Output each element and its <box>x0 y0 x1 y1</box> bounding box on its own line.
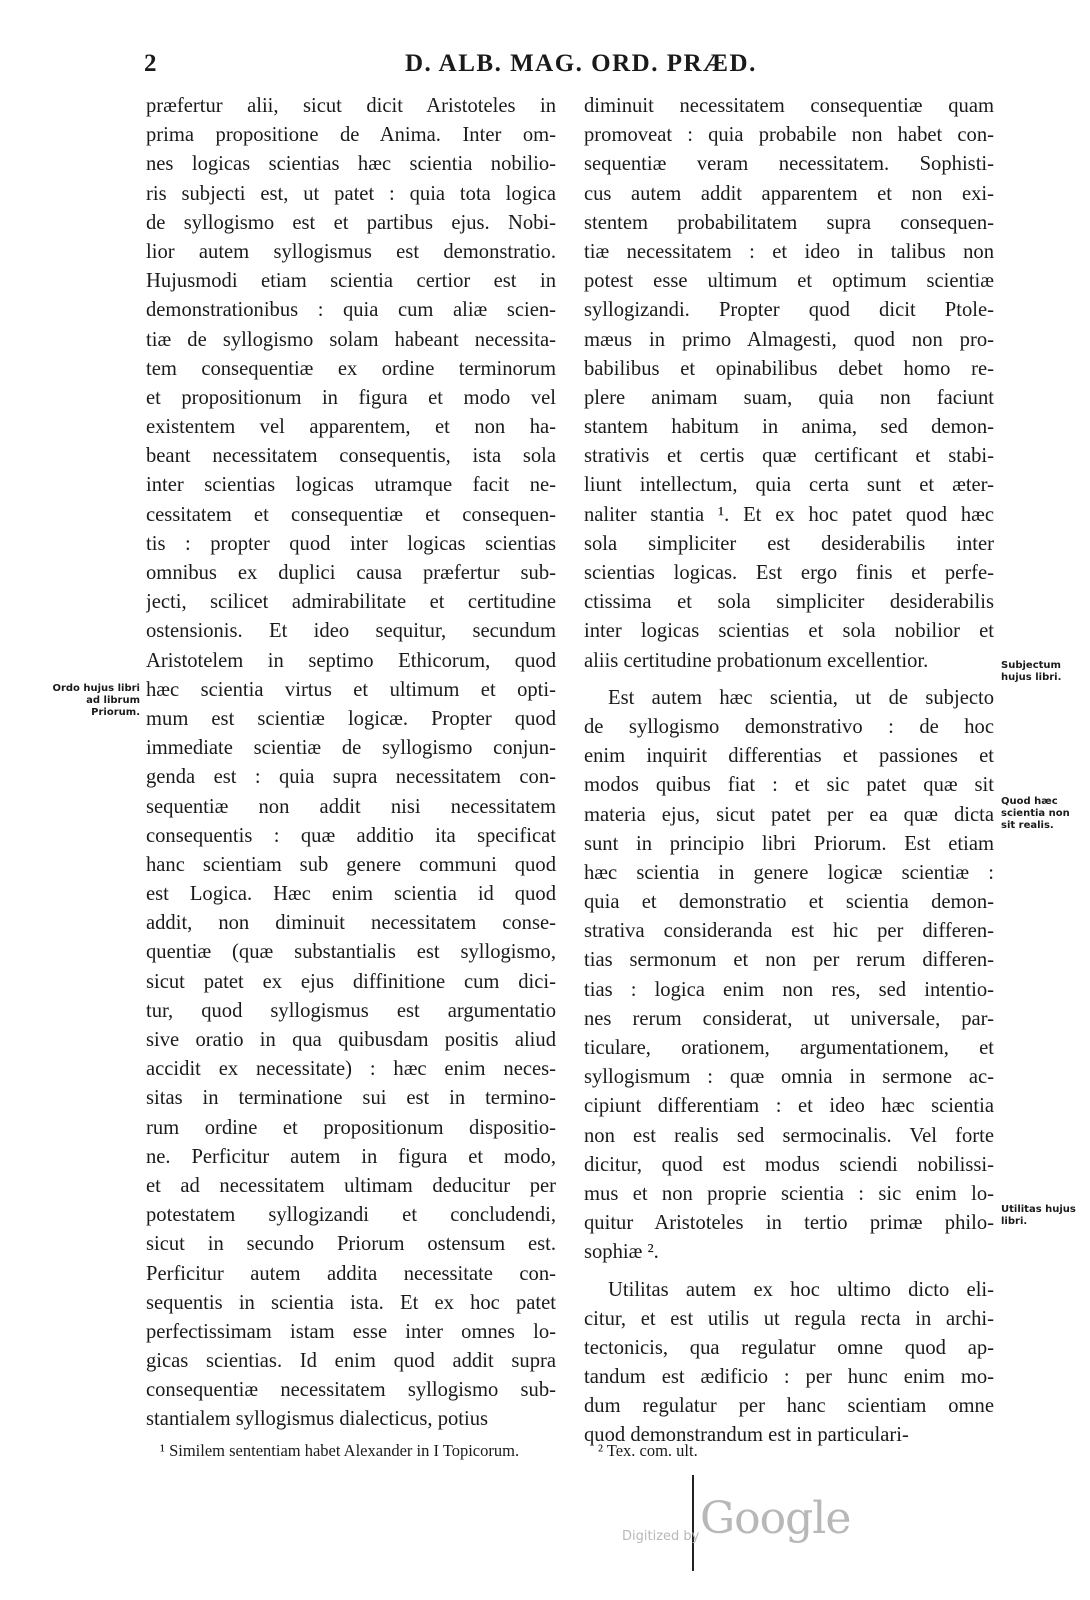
left-text-line: hæc scientia virtus et ultimum et opti- <box>146 678 556 701</box>
right-text-line: scientias logicas. Est ergo finis et perfe- <box>584 562 994 584</box>
google-logo: Google <box>700 1493 851 1544</box>
right-text-line: mus et non proprie scientia : sic enim lo- <box>584 1182 994 1205</box>
right-text-line: syllogizandi. Propter quod dicit Ptole- <box>584 299 994 322</box>
left-text-line: sequentis in scientia ista. Et ex hoc patet <box>146 1291 556 1314</box>
left-text-line: tur, quod syllogismus est argumentatio <box>146 999 556 1022</box>
left-text-line: ris subjecti est, ut patet : quia tota logica <box>146 182 556 205</box>
margin-note-utilitas: Utilitas hujus libri. <box>1001 1204 1076 1227</box>
right-text-line: mæus in primo Almagesti, quod non pro- <box>584 328 994 351</box>
right-text-line: syllogismum : quæ omnia in sermone ac- <box>584 1066 994 1089</box>
page-header <box>0 50 1090 84</box>
left-text-line: tiæ de syllogismo solam habeant necessita- <box>146 328 556 351</box>
vertical-rule <box>692 1475 694 1571</box>
running-title: D. ALB. MAG. ORD. PRÆD. <box>405 50 757 77</box>
left-text-line: tem consequentiæ ex ordine terminorum <box>146 357 556 380</box>
right-text-line: stantem habitum in anima, sed demon- <box>584 416 994 439</box>
right-text-line: enim inquirit differentias et passiones et <box>584 745 994 768</box>
left-text-line: immediate scientiæ de syllogismo conjun- <box>146 737 556 760</box>
left-text-line: lior autem syllogismus est demonstratio. <box>146 240 556 263</box>
left-text-line: accidit ex necessitate) : hæc enim neces- <box>146 1058 556 1081</box>
right-text-line: tectonicis, qua regulatur omne quod ap- <box>584 1336 994 1359</box>
left-text-line: stantialem syllogismus dialecticus, potius <box>146 1408 489 1431</box>
left-text-column <box>146 92 556 1435</box>
left-text-line: est Logica. Hæc enim scientia id quod <box>146 883 556 906</box>
right-text-line: dum regulatur per hanc scientiam omne <box>584 1395 994 1418</box>
right-text-line: quod demonstrandum est in particulari- <box>584 1424 909 1447</box>
left-text-line: hanc scientiam sub genere communi quod <box>146 853 556 876</box>
right-text-line: non est realis sed sermocinalis. Vel forte <box>584 1124 994 1147</box>
right-text-line: promoveat : quia probabile non habet con- <box>584 124 994 147</box>
left-text-line: demonstrationibus : quia cum aliæ scien- <box>146 299 556 322</box>
left-text-line: tis : propter quod inter logicas scientias <box>146 532 556 555</box>
left-text-line: genda est : quia supra necessitatem con- <box>146 766 556 789</box>
left-text-line: jecti, scilicet admirabilitate et certitudine <box>146 591 556 614</box>
right-text-line: de syllogismo demonstrativo : de hoc <box>584 715 994 738</box>
left-text-line: Perficitur autem addita necessitate con- <box>146 1262 556 1285</box>
left-text-line: rum ordine et propositionum dispositio- <box>146 1116 556 1139</box>
right-text-line: hæc scientia in genere logicæ scientiæ : <box>584 861 994 884</box>
page-number: 2 <box>144 50 157 77</box>
left-text-line: consequentis : quæ additio ita specificat <box>146 824 556 847</box>
left-text-line: et ad necessitatem ultimam deducitur per <box>146 1174 556 1197</box>
left-text-line: de syllogismo est et partibus ejus. Nobi- <box>146 211 556 234</box>
right-text-line: quitur Aristoteles in tertio primæ philo- <box>584 1212 994 1235</box>
right-text-line: tias : logica enim non res, sed intentio- <box>584 978 994 1001</box>
left-text-line: sive oratio in qua quibusdam positis aliud <box>146 1029 556 1051</box>
right-text-line: Est autem hæc scientia, ut de subjecto <box>608 686 994 709</box>
right-text-line: ticulare, orationem, argumentationem, et <box>584 1037 994 1059</box>
left-text-line: Aristotelem in septimo Ethicorum, quod <box>146 649 556 672</box>
right-text-line: cipiunt differentiam : et ideo hæc scientia <box>584 1095 994 1118</box>
footnote-2: ² Tex. com. ult. <box>598 1441 698 1460</box>
right-text-line: potest esse ultimum et optimum scientiæ <box>584 270 994 293</box>
left-text-line: prima propositione de Anima. Inter om- <box>146 124 556 147</box>
right-text-line: Utilitas autem ex hoc ultimo dicto eli- <box>608 1278 994 1301</box>
left-text-line: ne. Perficitur autem in figura et modo, <box>146 1145 556 1168</box>
left-text-line: existentem vel apparentem, et non ha- <box>146 416 556 439</box>
left-text-line: præfertur alii, sicut dicit Aristoteles in <box>146 95 556 117</box>
left-text-line: sicut in secundo Priorum ostensum est. <box>146 1233 556 1256</box>
left-text-line: sicut patet ex ejus diffinitione cum dici- <box>146 970 556 993</box>
left-text-line: et propositionum in figura et modo vel <box>146 386 556 409</box>
right-text-line: strativa consideranda est hic per differen- <box>584 920 994 943</box>
left-text-line: inter scientias logicas utramque facit ne- <box>146 474 556 497</box>
right-text-line: tiæ necessitatem : et ideo in talibus non <box>584 240 994 263</box>
right-text-line: diminuit necessitatem consequentiæ quam <box>584 95 994 117</box>
digitization-watermark <box>622 1475 852 1575</box>
right-text-line: babilibus et opinabilibus debet homo re- <box>584 357 994 380</box>
left-text-line: Hujusmodi etiam scientia certior est in <box>146 270 556 293</box>
left-text-line: potestatem syllogizandi et concludendi, <box>146 1204 556 1227</box>
right-text-column <box>584 92 994 1451</box>
right-text-line: strativis et certis quæ certificant et stabi- <box>584 445 994 468</box>
left-text-line: addit, non diminuit necessitatem conse- <box>146 912 556 935</box>
right-text-line: plere animam suam, quia non faciunt <box>584 386 994 409</box>
right-text-line: inter logicas scientias et sola nobilior et <box>584 620 994 643</box>
right-text-line: liunt intellectum, quia certa sunt et æter- <box>584 474 994 497</box>
right-text-line: citur, et est utilis ut regula recta in archi- <box>584 1307 994 1330</box>
left-text-line: cessitatem et consequentiæ et consequen- <box>146 503 556 526</box>
margin-note-quod-haec: Quod hæc scientia non sit realis. <box>1001 796 1070 831</box>
right-text-line: dicitur, quod est modus sciendi nobilissi- <box>584 1153 994 1176</box>
margin-note-ordo: Ordo hujus libri ad librum Priorum. <box>52 683 140 718</box>
right-text-line: sola simpliciter est desiderabilis inter <box>584 532 994 555</box>
left-text-line: consequentiæ necessitatem syllogismo sub- <box>146 1379 556 1402</box>
left-text-line: gicas scientias. Id enim quod addit supra <box>146 1350 556 1373</box>
right-text-line: sunt in principio libri Priorum. Est etiam <box>584 832 994 855</box>
right-text-line: quia et demonstratio et scientia demon- <box>584 891 994 914</box>
right-text-line: tandum est ædificio : per hunc enim mo- <box>584 1366 994 1389</box>
left-text-line: perfectissimam istam esse inter omnes lo- <box>146 1320 556 1343</box>
right-text-line: stentem probabilitatem supra consequen- <box>584 211 994 234</box>
left-text-line: omnibus ex duplici causa præfertur sub- <box>146 562 556 584</box>
left-text-line: quentiæ (quæ substantialis est syllogismo, <box>146 941 556 964</box>
left-text-line: sequentiæ non addit nisi necessitatem <box>146 795 556 818</box>
left-text-line: ostensionis. Et ideo sequitur, secundum <box>146 620 556 643</box>
right-text-line: tias sermonum et non per rerum differen- <box>584 949 994 972</box>
digitized-by-label: Digitized by <box>622 1529 700 1544</box>
right-text-line: materia ejus, sicut patet per ea quæ dicta <box>584 803 994 826</box>
left-text-line: beant necessitatem consequentis, ista sola <box>146 445 556 468</box>
left-text-line: mum est scientiæ logicæ. Propter quod <box>146 707 556 730</box>
left-text-line: nes logicas scientias hæc scientia nobilio- <box>146 153 556 176</box>
right-text-line: naliter stantia ¹. Et ex hoc patet quod hæc <box>584 503 994 526</box>
right-text-line: sequentiæ veram necessitatem. Sophisti- <box>584 153 994 176</box>
right-text-line: sophiæ ². <box>584 1241 659 1264</box>
right-text-line: aliis certitudine probationum excellentior. <box>584 649 929 672</box>
right-text-line: nes rerum considerat, ut universale, par- <box>584 1007 994 1030</box>
right-text-line: ctissima et sola simpliciter desiderabilis <box>584 591 994 614</box>
right-text-line: cus autem addit apparentem et non exi- <box>584 182 994 205</box>
left-text-line: sitas in terminatione sui est in termino- <box>146 1087 556 1110</box>
right-text-line: modos quibus fiat : et sic patet quæ sit <box>584 774 994 797</box>
footnote-1: ¹ Similem sententiam habet Alexander in I Topicorum. <box>160 1441 520 1460</box>
margin-note-subjectum: Subjectum hujus libri. <box>1001 660 1062 683</box>
